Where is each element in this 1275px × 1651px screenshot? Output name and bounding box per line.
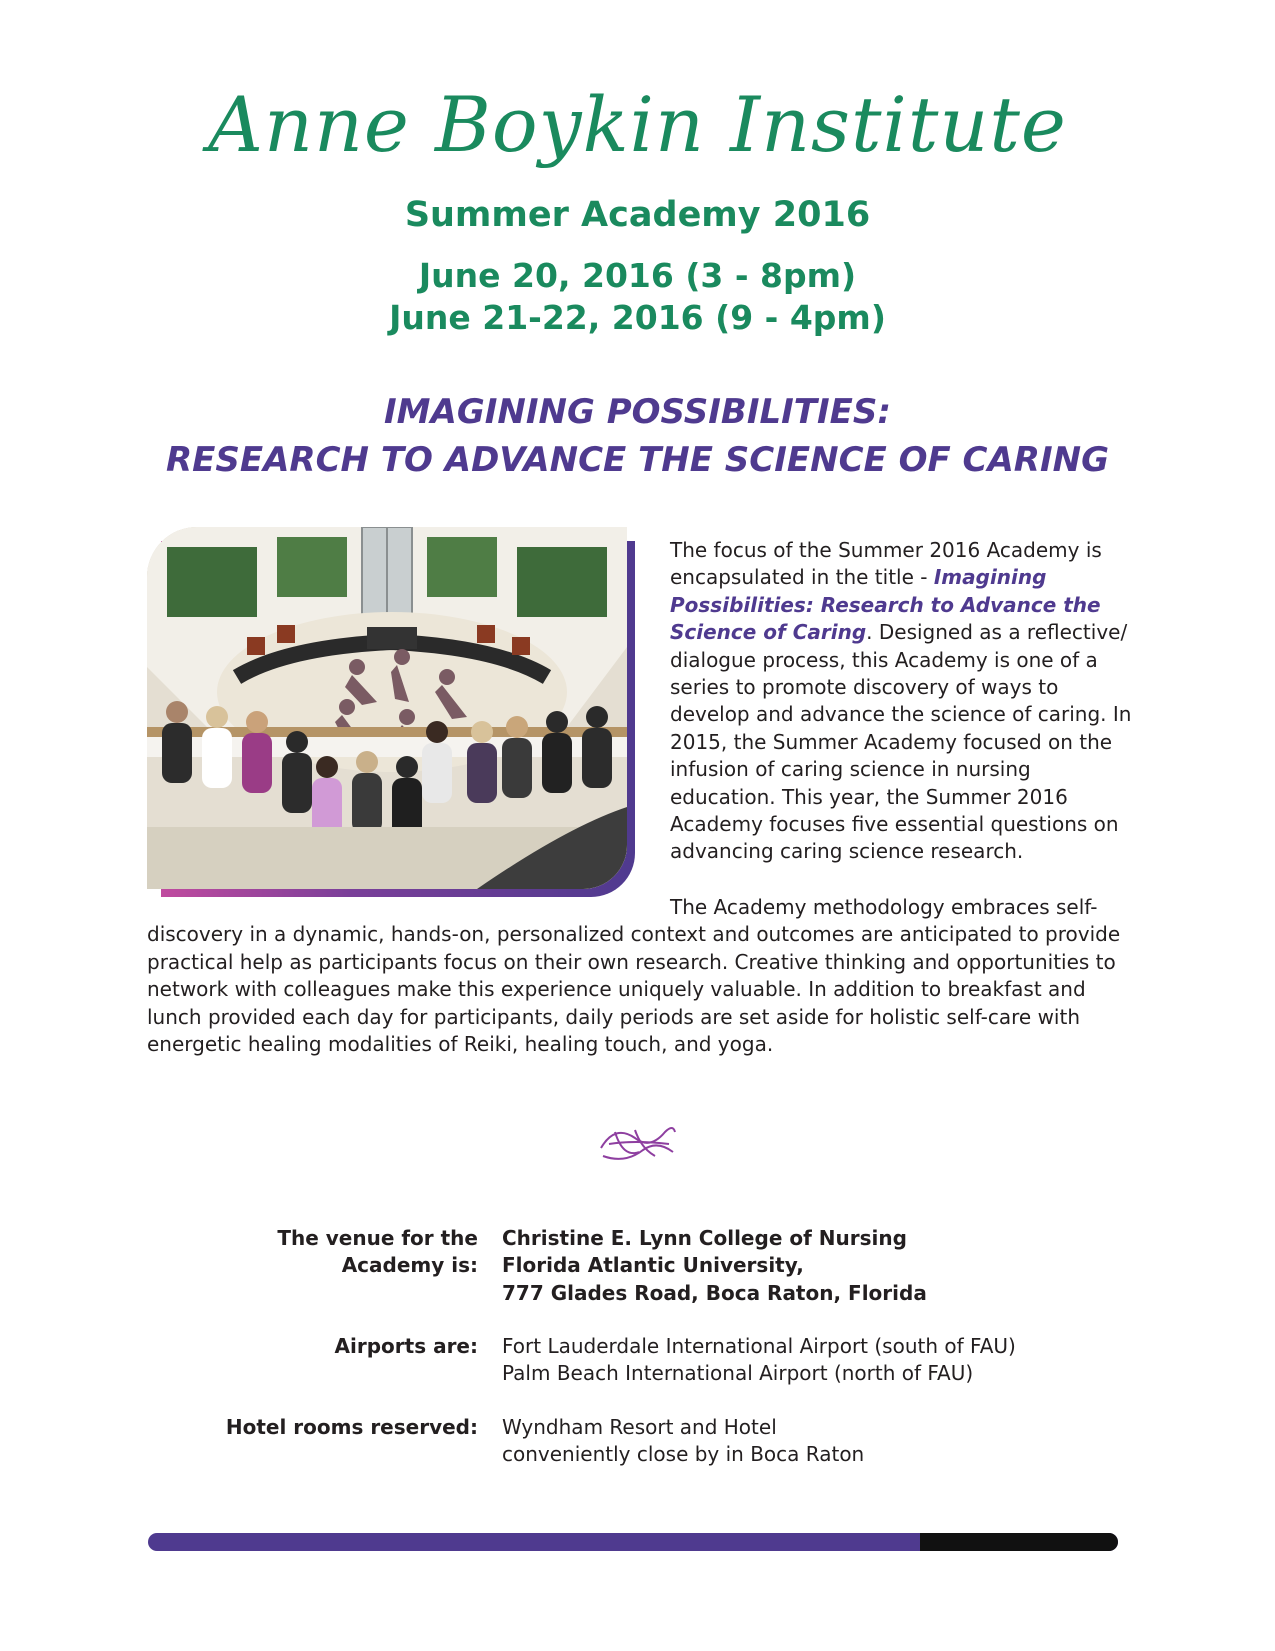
footer-bar-black-segment bbox=[920, 1533, 1118, 1551]
venue-line-2: Florida Atlantic University, bbox=[502, 1253, 804, 1278]
airport-line-1: Fort Lauderdale International Airport (south of FAU) bbox=[502, 1334, 1016, 1358]
hotel-line-1: Wyndham Resort and Hotel bbox=[502, 1415, 777, 1439]
intro-lead: The focus of the Summer 2016 Academy is encapsulated in the title - bbox=[670, 538, 1102, 590]
airports-value bbox=[502, 1333, 1102, 1388]
venue-line-1: Christine E. Lynn College of Nursing bbox=[502, 1226, 907, 1250]
venue-label: The venue for the Academy is: bbox=[277, 1226, 478, 1278]
atrium-image bbox=[147, 527, 627, 889]
methodology-paragraph bbox=[147, 894, 1137, 1058]
hotel-value bbox=[502, 1414, 1102, 1469]
airport-line-2: Palm Beach International Airport (north of FAU) bbox=[502, 1361, 974, 1386]
institute-title: Anne Boykin Institute bbox=[208, 80, 1067, 169]
intro-paragraph bbox=[670, 537, 1140, 866]
headline-line-1: IMAGINING POSSIBILITIES: bbox=[384, 392, 891, 432]
academy-title: Summer Academy 2016 bbox=[404, 195, 871, 235]
venue-value bbox=[502, 1225, 1102, 1307]
intro-title-emphasis: Imagining Possibilities: Research to Advance the Science of Caring bbox=[670, 565, 1101, 645]
venue-line-3: 777 Glades Road, Boca Raton, Florida bbox=[502, 1280, 927, 1305]
date-line-2: June 21-22, 2016 (9 - 4pm) bbox=[389, 298, 886, 337]
intro-rest: . Designed as a reflective/ dialogue process, this Academy is one of a series to promote discovery of ways to develop and advance the science of caring. In 2015, the Summer Academy focused on the infusion of caring science in nursing education. This year, the Summer 2016 Academy focuses five essential questions on advancing caring science research. bbox=[670, 620, 1132, 864]
hotel-label: Hotel rooms reserved: bbox=[225, 1415, 478, 1439]
headline bbox=[0, 388, 1275, 484]
flourish-ornament-icon bbox=[595, 1118, 679, 1168]
atrium-photo bbox=[147, 527, 637, 899]
airports-label: Airports are: bbox=[334, 1334, 478, 1358]
date-line-1: June 20, 2016 (3 - 8pm) bbox=[418, 256, 857, 295]
footer-bar bbox=[148, 1533, 1118, 1551]
hotel-line-2: conveniently close by in Boca Raton bbox=[502, 1442, 865, 1467]
headline-line-2: RESEARCH TO ADVANCE THE SCIENCE OF CARING bbox=[165, 440, 1110, 480]
methodology-text: The Academy methodology embraces self-discovery in a dynamic, hands-on, personalized context and outcomes are anticipated to provide practical help as participants focus on their own research. Creative thinking and opportunities to network with colleagues make this experience uniquely valuable. In addition to breakfast and lunch provided each day for participants, daily periods are set aside for holistic self-care with energetic healing modalities of Reiki, healing touch, and yoga. bbox=[147, 895, 1121, 1057]
